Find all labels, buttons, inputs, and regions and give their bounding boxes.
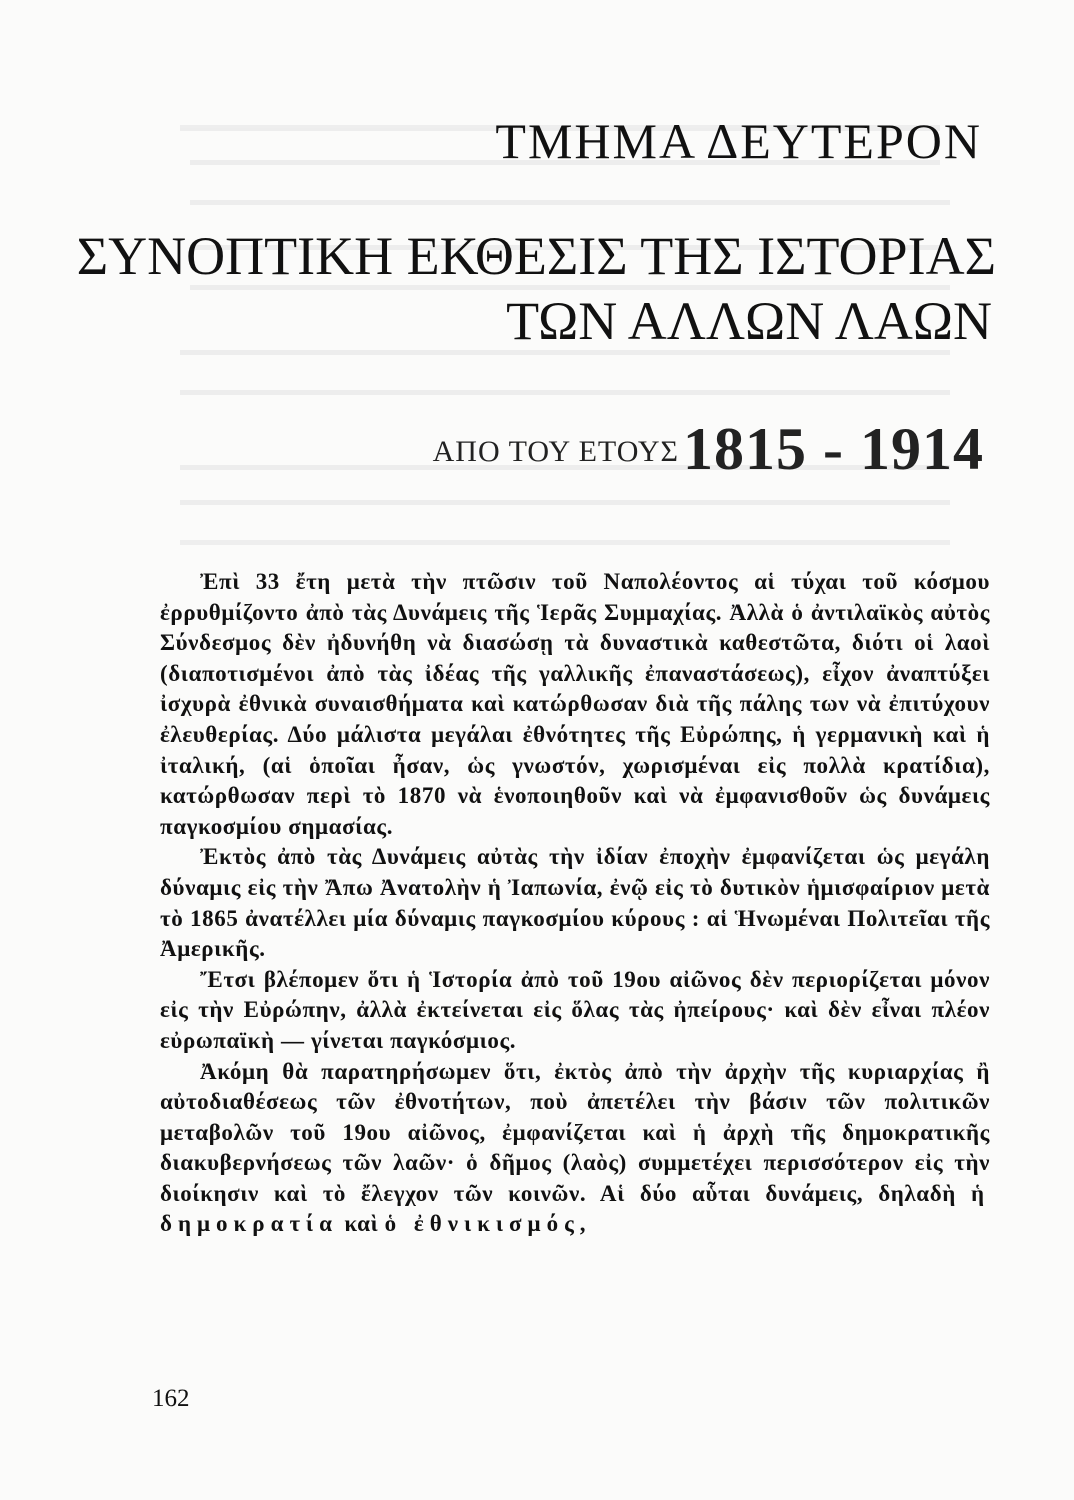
chapter-title-line-2: ΤΩΝ ΑΛΛΩΝ ΛΑΩΝ xyxy=(506,291,992,351)
paragraph-2: Ἐκτὸς ἀπὸ τὰς Δυνάμεις αὐτὰς τὴν ἰδίαν ἐποχὴν ἐμφανίζεται ὡς μεγάλη δύναμις εἰς τὴν Ἄπω Ἀνατολὴν ἡ Ἰαπωνία, ἐνῷ εἰς τὸ δυτικὸν ἡμισφαίριον μετὰ τὸ 1865 ἀνατέλλει μία δύναμις παγκοσμίου κύρους : αἱ Ἡνωμέναι Πολιτεῖαι τῆς Ἀμερικῆς. xyxy=(160,844,990,962)
paragraph-3: Ἔτσι βλέπομεν ὅτι ἡ Ἱστορία ἀπὸ τοῦ 19ου αἰῶνος δὲν περιορίζεται μόνον εἰς τὴν Εὐρώπην, ἀλλὰ ἐκτείνεται εἰς ὅλας τὰς ἠπείρους· καὶ δὲν εἶναι πλέον εὐρωπαϊκὴ — γίνεται παγκόσμιος. xyxy=(160,966,990,1053)
period-subtitle xyxy=(433,415,984,484)
chapter-title-line-1: ΣΥΝΟΠΤΙΚΗ ΕΚΘΕΣΙΣ ΤΗΣ ΙΣΤΟΡΙΑΣ xyxy=(76,226,996,286)
paragraph-4 xyxy=(160,1057,990,1241)
section-label: ΤΜΗΜΑ ΔΕΥΤΕΡΟΝ xyxy=(495,113,982,169)
body-text xyxy=(160,567,990,1240)
paragraph-1: Ἐπὶ 33 ἔτη μετὰ τὴν πτῶσιν τοῦ Ναπολέοντος αἱ τύχαι τοῦ κόσμου ἐρρυθμίζοντο ἀπὸ τὰς Δυνάμεις τῆς Ἱερᾶς Συμμαχίας. Ἀλλὰ ὁ ἀντιλαϊκὸς αὐτὸς Σύνδεσμος δὲν ἠδυνήθη νὰ διασώσῃ τὰ δυναστικὰ καθεστῶτα, διότι οἱ λαοὶ (διαποτισμένοι ἀπὸ τὰς ἰδέας τῆς γαλλικῆς ἐπαναστάσεως), εἶχον ἀναπτύξει ἰσχυρὰ ἐθνικὰ συναισθήματα καὶ κατώρθωσαν διὰ τῆς πάλης των νὰ ἐπιτύχουν ἐλευθερίας. Δύο μάλιστα μεγάλαι ἐθνότητες τῆς Εὐρώπης, ἡ γερμανικὴ καὶ ἡ ἰταλική, (αἱ ὁποῖαι ἦσαν, ὡς γνωστόν, χωρισμέναι εἰς πολλὰ κρατίδια), κατώρθωσαν περὶ τὸ 1870 νὰ ἑνοποιηθοῦν καὶ νὰ ἐμφανισθοῦν ὡς δυνάμεις παγκοσμίου σημασίας. xyxy=(160,569,990,839)
period-years: 1815 - 1914 xyxy=(683,416,984,482)
emphasis-democracy: ἡ δημοκρατία xyxy=(160,1180,990,1237)
paragraph-4-text: Ἀκόμη θὰ παρατηρήσωμεν ὅτι, ἐκτὸς ἀπὸ τὴν ἀρχὴν τῆς κυριαρχίας ἢ αὐτοδιαθέσεως τῶν ἐθνοτήτων, ποὺ ἀπετέλει τὴν βάσιν τῶν πολιτικῶν μεταβολῶν τοῦ 19ου αἰῶνος, ἐμφανίζεται καὶ ἡ ἀρχὴ τῆς δημοκρατικῆς διακυβερνήσεως τῶν λαῶν· ὁ δῆμος (λαὸς) συμμετέχει περισσότερον εἰς τὴν διοίκησιν καὶ τὸ ἔλεγχον τῶν κοινῶν. Αἱ δύο αὗται δυνάμεις, δηλαδὴ xyxy=(160,1058,990,1206)
emphasis-nationalism: ὁ ἐθνικισμός, xyxy=(384,1211,592,1237)
period-prefix: ΑΠΟ ΤΟΥ ΕΤΟΥΣ xyxy=(432,435,680,468)
paragraph-4-conjunction: καὶ xyxy=(344,1211,379,1237)
page-number: 162 xyxy=(152,1385,190,1412)
